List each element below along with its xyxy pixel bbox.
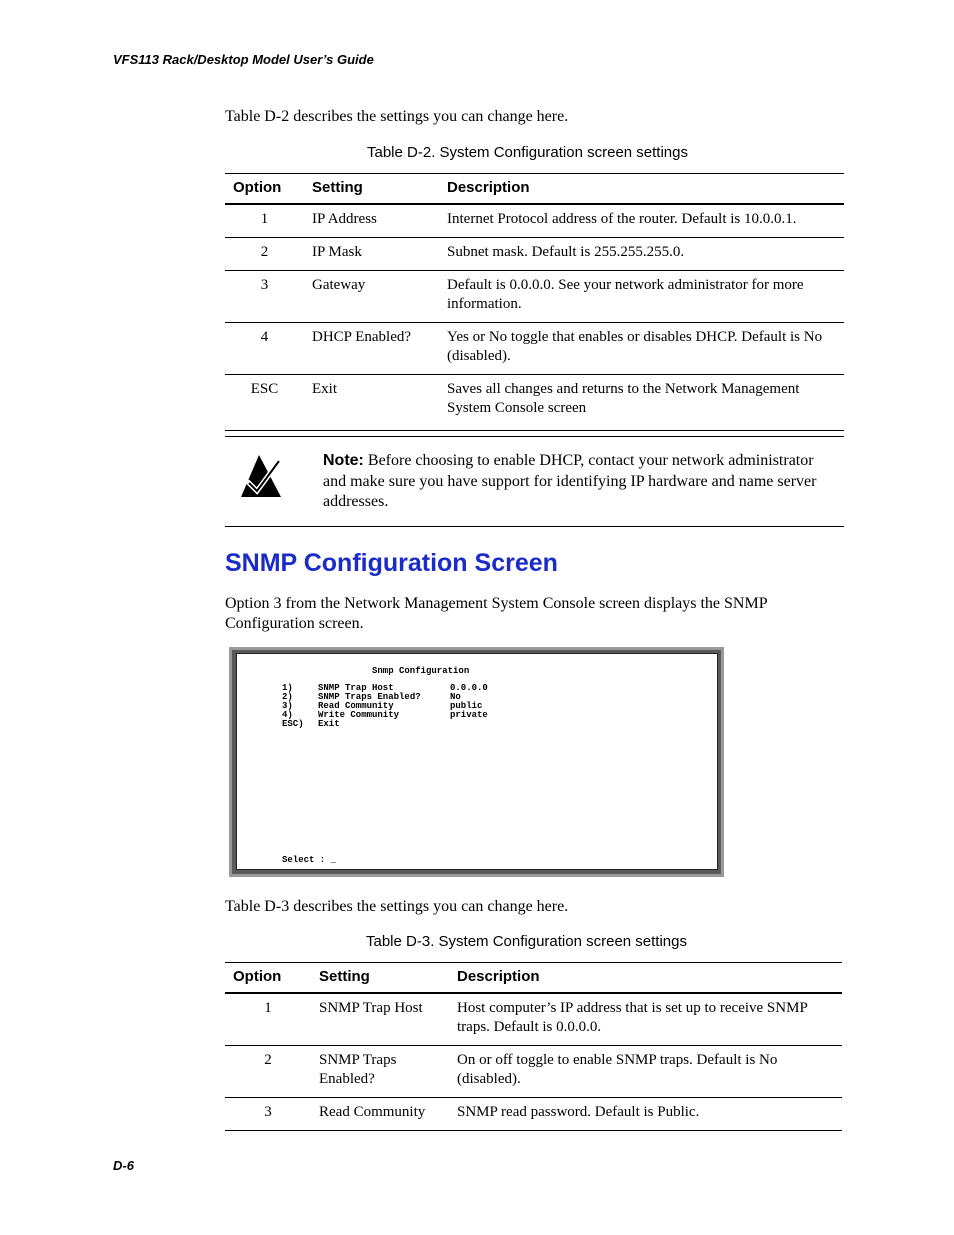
table-d3-caption: Table D-3. System Configuration screen settings bbox=[366, 933, 687, 950]
console-screen bbox=[236, 653, 718, 870]
setting-cell: SNMP Trap Host bbox=[311, 993, 449, 1046]
note-label: Note: bbox=[323, 452, 364, 469]
console-select-prompt: Select : _ bbox=[282, 855, 337, 865]
console-menu-value: No bbox=[450, 692, 461, 702]
option-cell: 1 bbox=[225, 204, 304, 238]
option-cell: 2 bbox=[225, 238, 304, 271]
table-row bbox=[225, 993, 842, 1046]
table-header-row bbox=[225, 963, 842, 994]
table-row bbox=[225, 238, 844, 271]
table-d2-caption: Table D-2. System Configuration screen settings bbox=[367, 144, 688, 161]
setting-cell: IP Address bbox=[304, 204, 439, 238]
table-row bbox=[225, 375, 844, 431]
console-menu-label: SNMP Traps Enabled? bbox=[318, 692, 421, 702]
table-d3 bbox=[225, 962, 842, 1131]
console-menu-key: ESC) bbox=[282, 719, 304, 729]
description-cell: Subnet mask. Default is 255.255.255.0. bbox=[439, 238, 844, 271]
table-row bbox=[225, 271, 844, 323]
setting-cell: Exit bbox=[304, 375, 439, 431]
console-menu-item bbox=[282, 719, 340, 729]
console-menu-key: 3) bbox=[282, 701, 293, 711]
page-number: D-6 bbox=[113, 1158, 134, 1173]
table-row bbox=[225, 1046, 842, 1098]
table-header-row bbox=[225, 174, 844, 205]
option-cell: 4 bbox=[225, 323, 304, 375]
setting-cell: SNMP Traps Enabled? bbox=[311, 1046, 449, 1098]
setting-cell: Read Community bbox=[311, 1098, 449, 1131]
console-menu-label: SNMP Trap Host bbox=[318, 683, 394, 693]
option-cell: 3 bbox=[225, 271, 304, 323]
setting-cell: Gateway bbox=[304, 271, 439, 323]
note-box bbox=[225, 436, 844, 527]
console-screenshot bbox=[229, 647, 724, 877]
column-header-description: Description bbox=[449, 963, 842, 994]
setting-cell: IP Mask bbox=[304, 238, 439, 271]
description-cell: On or off toggle to enable SNMP traps. Default is No (disabled). bbox=[449, 1046, 842, 1098]
setting-cell: DHCP Enabled? bbox=[304, 323, 439, 375]
option-cell: 2 bbox=[225, 1046, 311, 1098]
note-body: Before choosing to enable DHCP, contact your network administrator and make sure you have support for identifying IP hardware and name server addresses. bbox=[323, 452, 817, 510]
description-cell: Saves all changes and returns to the Network Management System Console screen bbox=[439, 375, 844, 431]
description-cell: Yes or No toggle that enables or disables DHCP. Default is No (disabled). bbox=[439, 323, 844, 375]
section-intro: Option 3 from the Network Management System Console screen displays the SNMP Configuration screen. bbox=[225, 595, 767, 632]
column-header-setting: Setting bbox=[304, 174, 439, 205]
description-cell: SNMP read password. Default is Public. bbox=[449, 1098, 842, 1131]
console-menu-label: Read Community bbox=[318, 701, 394, 711]
console-menu-key: 2) bbox=[282, 692, 293, 702]
table-row bbox=[225, 323, 844, 375]
running-header: VFS113 Rack/Desktop Model User’s Guide bbox=[113, 52, 374, 67]
column-header-setting: Setting bbox=[311, 963, 449, 994]
column-header-option: Option bbox=[225, 174, 304, 205]
note-text bbox=[323, 451, 838, 513]
section-heading: SNMP Configuration Screen bbox=[225, 549, 558, 577]
table-row bbox=[225, 204, 844, 238]
option-cell: ESC bbox=[225, 375, 304, 431]
column-header-option: Option bbox=[225, 963, 311, 994]
intro-paragraph: Table D-2 describes the settings you can change here. bbox=[225, 108, 569, 125]
console-menu-value: private bbox=[450, 710, 488, 720]
column-header-description: Description bbox=[439, 174, 844, 205]
description-cell: Host computer’s IP address that is set up to receive SNMP traps. Default is 0.0.0.0. bbox=[449, 993, 842, 1046]
console-menu-label: Write Community bbox=[318, 710, 400, 720]
console-menu-label: Exit bbox=[318, 719, 340, 729]
option-cell: 3 bbox=[225, 1098, 311, 1131]
console-menu-value: public bbox=[450, 701, 483, 711]
checkmark-triangle-icon bbox=[239, 453, 283, 499]
console-title: Snmp Configuration bbox=[372, 666, 470, 676]
description-cell: Internet Protocol address of the router. Default is 10.0.0.1. bbox=[439, 204, 844, 238]
table-row bbox=[225, 1098, 842, 1131]
intro-paragraph-2: Table D-3 describes the settings you can change here. bbox=[225, 898, 569, 915]
console-menu-key: 4) bbox=[282, 710, 293, 720]
option-cell: 1 bbox=[225, 993, 311, 1046]
description-cell: Default is 0.0.0.0. See your network administrator for more information. bbox=[439, 271, 844, 323]
table-d2 bbox=[225, 173, 844, 431]
console-menu-value: 0.0.0.0 bbox=[450, 683, 488, 693]
console-menu-key: 1) bbox=[282, 683, 293, 693]
